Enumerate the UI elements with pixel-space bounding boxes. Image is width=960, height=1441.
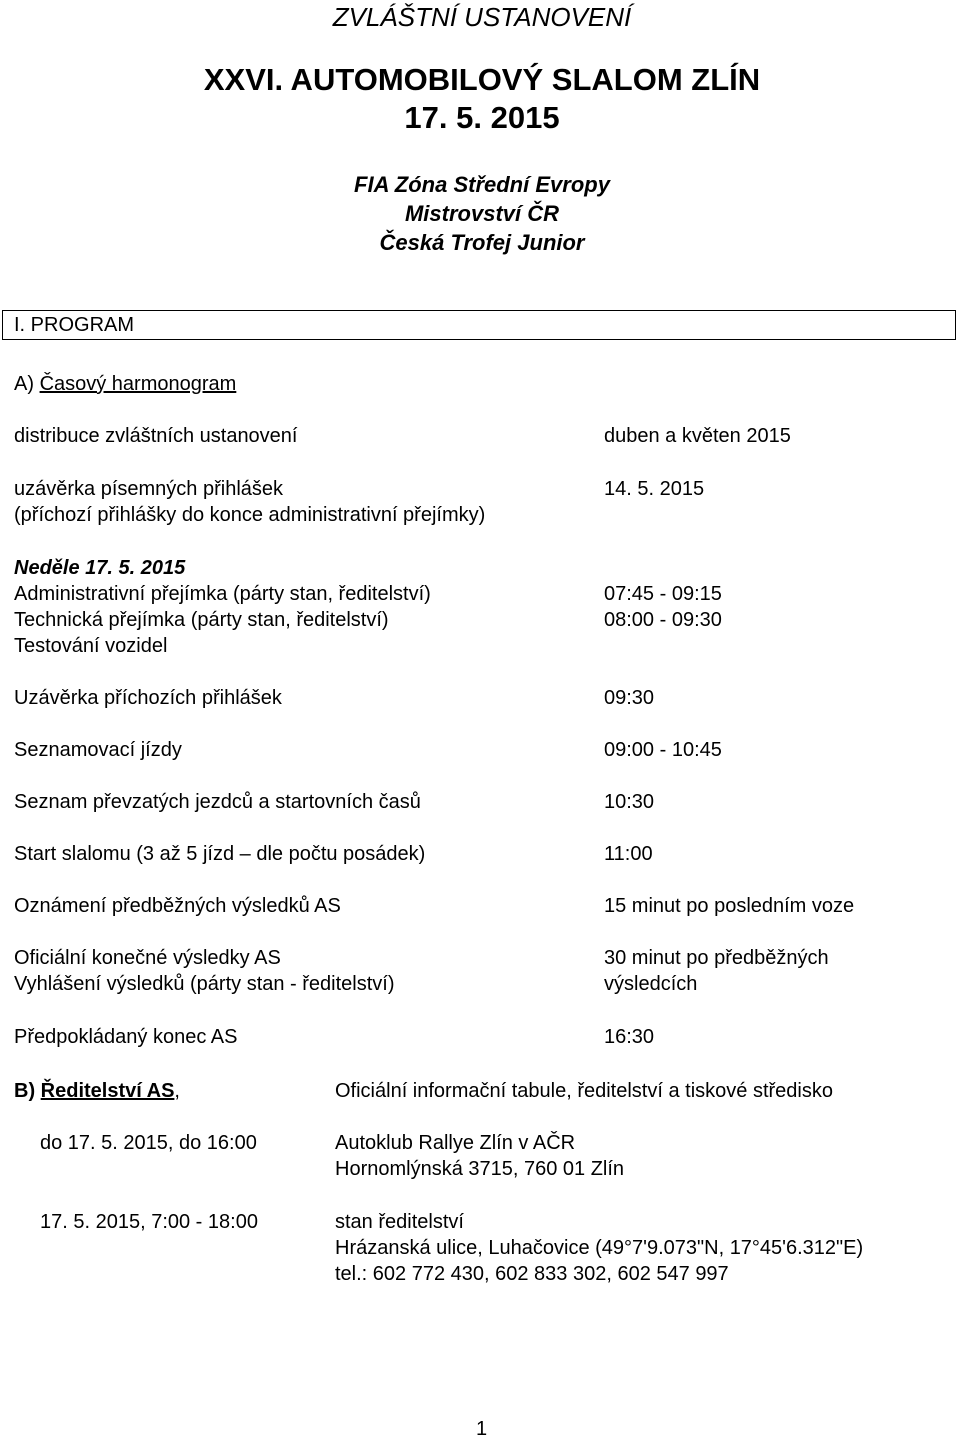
row-label: Oficiální konečné výsledky AS xyxy=(14,947,281,969)
office-description: Oficiální informační tabule, ředitelství a tiskové středisko xyxy=(335,1080,833,1102)
row-value: 07:45 - 09:15 xyxy=(604,583,722,605)
office-heading-title: Ředitelství AS xyxy=(40,1080,175,1102)
row-value: 14. 5. 2015 xyxy=(604,478,705,500)
row-label: Vyhlášení výsledků (párty stan - ředitelství) xyxy=(14,973,395,995)
row-value: 11:00 xyxy=(604,843,653,865)
row-label: Technická přejímka (párty stan, ředitelství) xyxy=(14,609,389,631)
row-label: Uzávěrka příchozích přihlášek xyxy=(14,687,282,709)
office-heading-prefix: B) xyxy=(14,1080,41,1102)
series-line-3: Česká Trofej Junior xyxy=(379,230,585,255)
timetable-heading-title: Časový harmonogram xyxy=(39,373,237,395)
event-date: 17. 5. 2015 xyxy=(404,100,560,135)
row-label: (příchozí přihlášky do konce administrativní přejímky) xyxy=(14,504,486,526)
series-line-1: FIA Zóna Střední Evropy xyxy=(354,172,610,197)
row-value: 15 minut po posledním voze xyxy=(604,895,855,917)
page-number: 1 xyxy=(476,1418,488,1440)
row-value: 30 minut po předběžných xyxy=(604,947,829,969)
row-value: 08:00 - 09:30 xyxy=(604,609,722,631)
office-heading-suffix: , xyxy=(174,1080,180,1102)
row-label: Seznam převzatých jezdců a startovních časů xyxy=(14,791,421,813)
timetable-heading xyxy=(14,373,236,396)
office-line: Hrázanská ulice, Luhačovice (49°7'9.073"N, 17°45'6.312"E) xyxy=(335,1237,864,1259)
office-line: Autoklub Rallye Zlín v AČR xyxy=(335,1132,576,1154)
timetable-heading-prefix: A) xyxy=(14,373,40,395)
row-label: Administrativní přejímka (párty stan, ředitelství) xyxy=(14,583,431,605)
day-heading: Neděle 17. 5. 2015 xyxy=(14,557,186,579)
office-line: tel.: 602 772 430, 602 833 302, 602 547 997 xyxy=(335,1263,729,1285)
office-heading xyxy=(14,1080,180,1103)
office-line: Hornomlýnská 3715, 760 01 Zlín xyxy=(335,1158,625,1180)
row-label: distribuce zvláštních ustanovení xyxy=(14,425,298,447)
section-title: I. PROGRAM xyxy=(14,314,135,336)
series-line-2: Mistrovství ČR xyxy=(404,201,560,226)
document-type: ZVLÁŠTNÍ USTANOVENÍ xyxy=(332,2,632,32)
office-when: 17. 5. 2015, 7:00 - 18:00 xyxy=(40,1211,258,1233)
row-value: 16:30 xyxy=(604,1026,655,1048)
row-label: Předpokládaný konec AS xyxy=(14,1026,238,1048)
row-value: 09:00 - 10:45 xyxy=(604,739,722,761)
row-label: Start slalomu (3 až 5 jízd – dle počtu posádek) xyxy=(14,843,426,865)
row-label: Seznamovací jízdy xyxy=(14,739,182,761)
row-label: uzávěrka písemných přihlášek xyxy=(14,478,284,500)
event-title: XXVI. AUTOMOBILOVÝ SLALOM ZLÍN xyxy=(203,62,761,97)
row-value: 09:30 xyxy=(604,687,655,709)
row-label: Oznámení předběžných výsledků AS xyxy=(14,895,341,917)
row-value: duben a květen 2015 xyxy=(604,425,791,447)
section-header-program xyxy=(2,310,956,340)
office-when: do 17. 5. 2015, do 16:00 xyxy=(40,1132,257,1154)
row-value: 10:30 xyxy=(604,791,655,813)
office-line: stan ředitelství xyxy=(335,1211,464,1233)
row-value: výsledcích xyxy=(604,973,698,995)
row-label: Testování vozidel xyxy=(14,635,168,657)
